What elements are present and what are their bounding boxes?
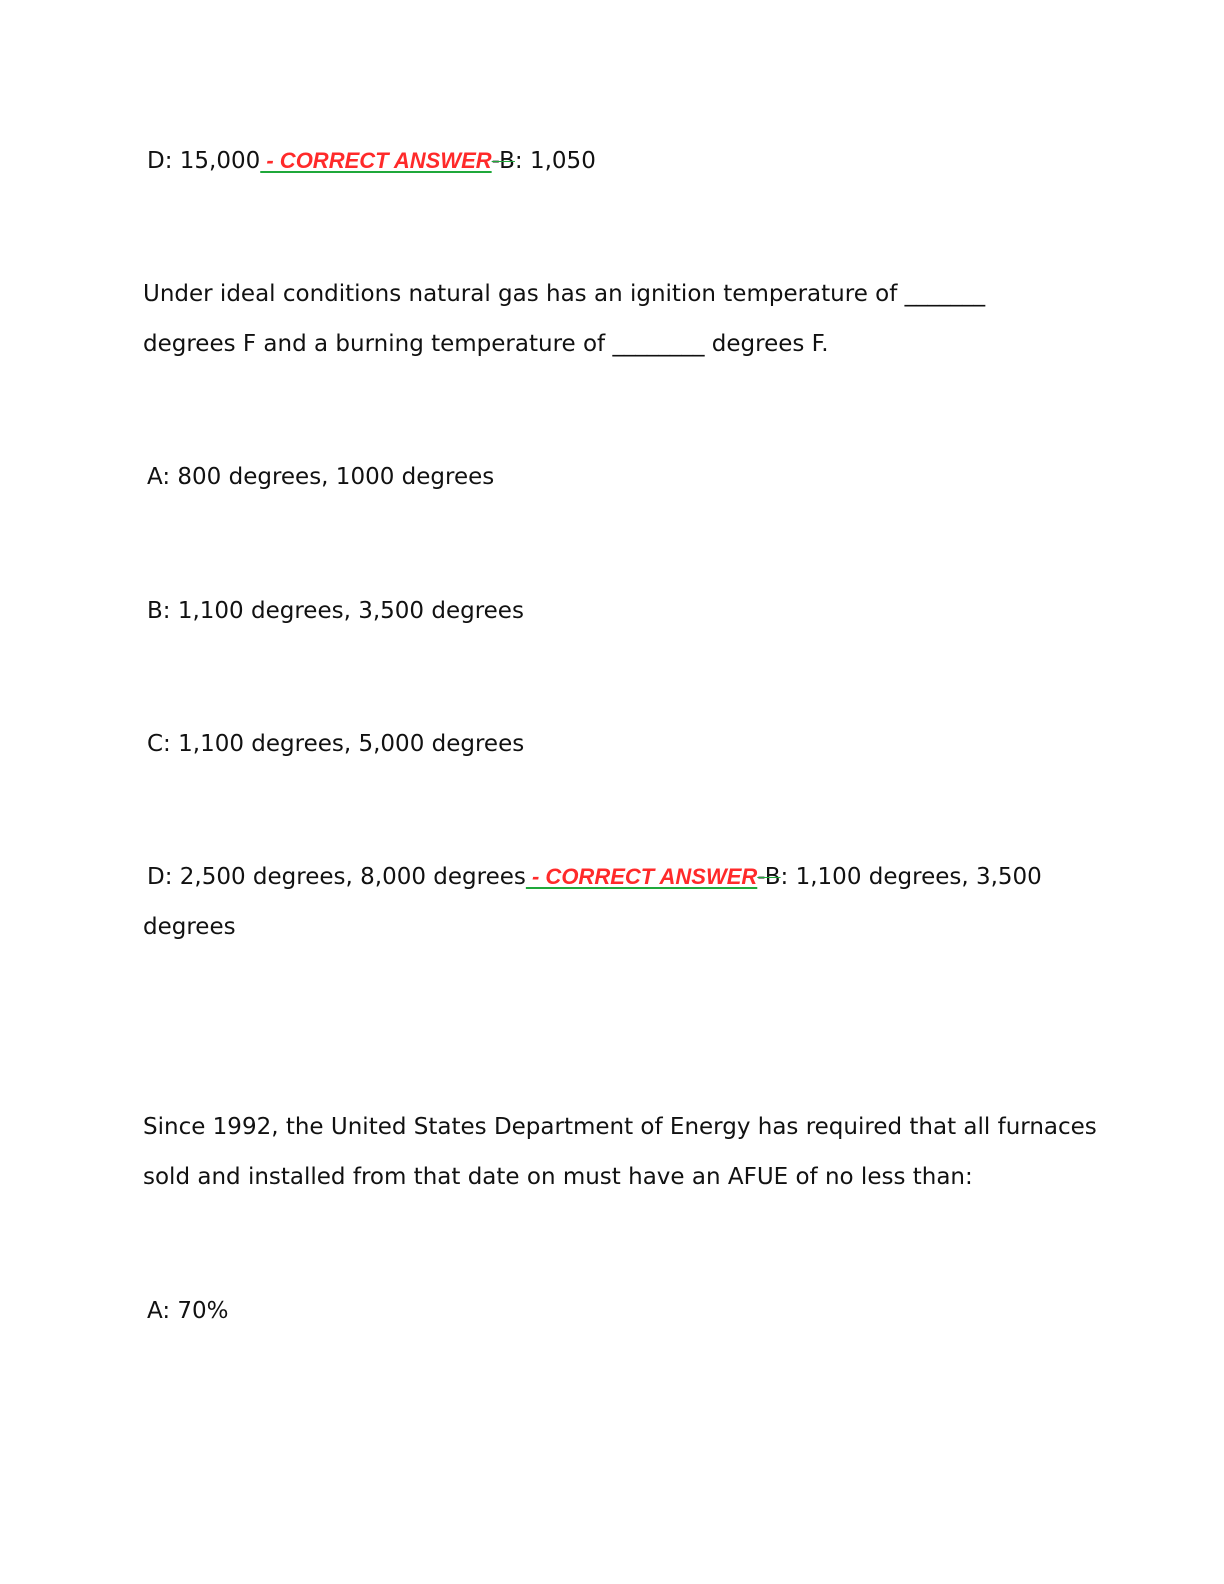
question-text-line-1: Under ideal conditions natural gas has an ignition temperature of _______ <box>143 281 986 307</box>
correct-answer-marker: - CORRECT ANSWER <box>260 148 492 173</box>
correct-answer-marker: - CORRECT ANSWER <box>525 864 758 889</box>
option-d-text: D: 15,000 <box>147 148 261 174</box>
option-b: B: 1,100 degrees, 3,500 degrees <box>147 598 524 624</box>
question-text-line-2: sold and installed from that date on must have an AFUE of no less than: <box>143 1164 973 1190</box>
question-text-line-1: Since 1992, the United States Department of Energy has required that all furnaces <box>143 1114 1097 1140</box>
option-c: C: 1,100 degrees, 5,000 degrees <box>147 731 525 757</box>
answer-letter: -B <box>757 864 781 890</box>
option-a: A: 800 degrees, 1000 degrees <box>147 464 495 490</box>
answer-letter: -B <box>491 148 515 174</box>
question-text-line-2: degrees F and a burning temperature of ________ degrees F. <box>143 331 829 357</box>
option-d-answer-line <box>147 862 1042 892</box>
answer-text: : 1,050 <box>514 148 596 174</box>
answer-continuation: degrees <box>143 914 236 940</box>
prev-answer-line <box>147 146 596 176</box>
answer-text: : 1,100 degrees, 3,500 <box>780 864 1042 890</box>
option-a: A: 70% <box>147 1298 229 1324</box>
option-d-text: D: 2,500 degrees, 8,000 degrees <box>147 864 526 890</box>
